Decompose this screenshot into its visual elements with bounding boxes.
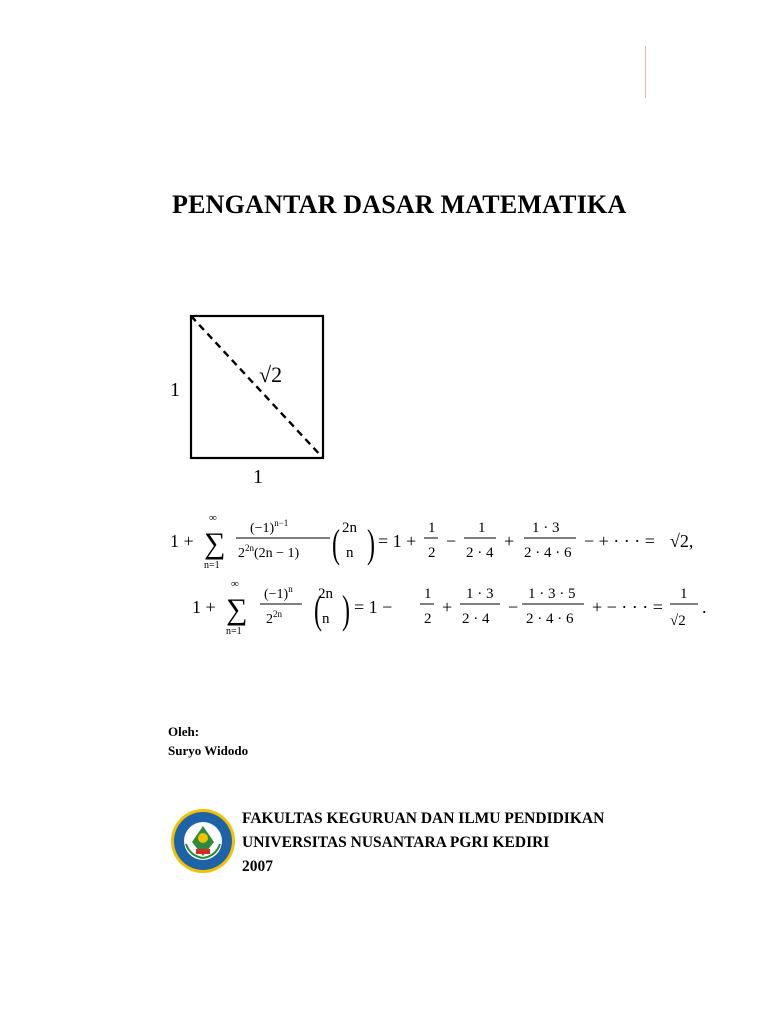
svg-text:.: . [702, 597, 707, 617]
svg-text:∑: ∑ [204, 527, 226, 560]
faculty-name: FAKULTAS KEGURUAN DAN ILMU PENDIDIKAN [242, 810, 605, 827]
svg-text:n=1: n=1 [226, 626, 242, 637]
svg-text:1: 1 [680, 586, 688, 602]
university-name: UNIVERSITAS NUSANTARA PGRI KEDIRI [242, 834, 550, 851]
square-diagonal [191, 316, 323, 458]
svg-text:n: n [322, 611, 330, 627]
svg-text:+: + [504, 531, 515, 551]
svg-text:∞: ∞ [231, 578, 239, 590]
institution-block [242, 807, 604, 879]
svg-text:2n: 2n [318, 586, 333, 602]
unit-square-figure [165, 308, 345, 488]
svg-text:1 +: 1 + [170, 531, 194, 551]
svg-text:1 · 3 · 5: 1 · 3 · 5 [528, 586, 576, 602]
svg-text:2 · 4: 2 · 4 [462, 611, 490, 627]
svg-text:−: − [508, 597, 519, 617]
svg-text:1 · 3: 1 · 3 [466, 586, 494, 602]
svg-text:1: 1 [424, 586, 432, 602]
svg-text:): ) [342, 589, 350, 633]
svg-text:(: ( [314, 589, 322, 633]
svg-text:−: − [446, 531, 457, 551]
author-name: Suryo Widodo [168, 743, 249, 758]
svg-text:n=1: n=1 [204, 560, 220, 571]
svg-text:2 · 4: 2 · 4 [466, 545, 494, 561]
page-title: PENGANTAR DASAR MATEMATIKA [172, 190, 627, 219]
svg-text:1: 1 [478, 520, 486, 536]
svg-text:2 · 4 · 6: 2 · 4 · 6 [526, 611, 574, 627]
series-equations [160, 505, 720, 645]
author-block [168, 722, 248, 760]
equation-1 [170, 512, 693, 571]
svg-text:n: n [346, 545, 354, 561]
margin-marker [645, 46, 646, 98]
svg-text:√2: √2 [670, 613, 686, 629]
svg-text:− + · · · =: − + · · · = [584, 531, 655, 551]
publication-year: 2007 [242, 858, 273, 875]
svg-text:22n(2n − 1): $2^{2n}(2n - 1)$ [238, 543, 300, 561]
svg-text:+ − · · · =: + − · · · = [592, 597, 663, 617]
svg-text:= 1 +: = 1 + [378, 531, 417, 551]
svg-text:2 · 4 · 6: 2 · 4 · 6 [524, 545, 572, 561]
author-label: Oleh: [168, 724, 200, 739]
svg-text:+: + [442, 597, 453, 617]
svg-text:(−1)n: $(-1)^n$ [264, 584, 293, 602]
svg-text:∞: ∞ [209, 512, 217, 524]
svg-text:2n: 2n [342, 520, 357, 536]
svg-text:√2,: √2, [670, 531, 694, 551]
diagonal-label: √2 [259, 362, 283, 387]
svg-text:∑: ∑ [226, 593, 248, 626]
svg-text:= 1 −: = 1 − [354, 597, 393, 617]
side-label-left: 1 [170, 379, 180, 401]
svg-text:): ) [367, 523, 375, 567]
university-logo [170, 808, 236, 874]
svg-text:1 · 3: 1 · 3 [532, 520, 560, 536]
equation-2 [192, 578, 707, 637]
svg-text:(−1)n−1: $(-1)^{n-1}$ [250, 518, 289, 536]
svg-text:1 +: 1 + [192, 597, 216, 617]
svg-text:1: 1 [428, 520, 436, 536]
side-label-bottom: 1 [253, 466, 263, 488]
svg-text:2: 2 [424, 611, 432, 627]
svg-text:22n: $2^{2n}$ [266, 609, 282, 627]
svg-text:(: ( [332, 523, 340, 567]
svg-text:2: 2 [428, 545, 436, 561]
